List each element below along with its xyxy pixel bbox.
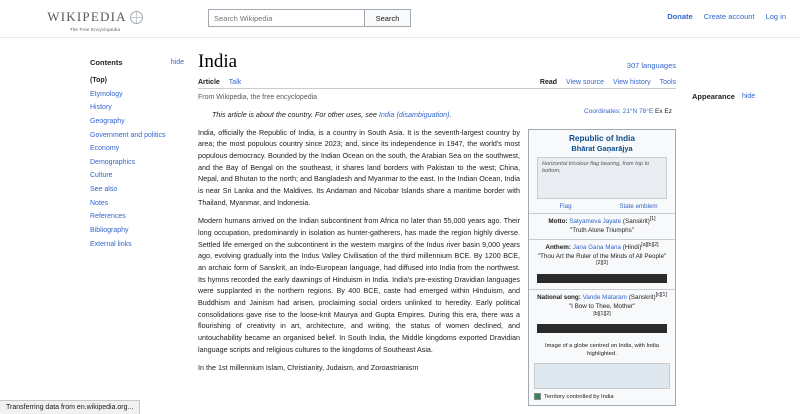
search-input[interactable]	[208, 9, 364, 27]
infobox-anthem-row	[529, 239, 675, 289]
sidebar-item-bibliography[interactable]: Bibliography	[90, 227, 129, 235]
sidebar-item-economy[interactable]: Economy	[90, 145, 120, 153]
infobox	[528, 129, 676, 407]
motto-translation: "Truth Alone Triumphs"	[569, 227, 635, 235]
donate-link[interactable]: Donate	[667, 12, 693, 21]
tab-view-history[interactable]: View history	[613, 78, 651, 86]
flag-label[interactable]: Flag	[559, 202, 572, 210]
toc-list	[12, 74, 184, 251]
sidebar-item-notes[interactable]: Notes	[90, 199, 109, 207]
site-header	[0, 0, 800, 38]
song-language: (Sanskrit)	[628, 293, 656, 301]
sidebar-item-see-also[interactable]: See also	[90, 186, 118, 194]
motto-link[interactable]: Satyameva Jayate	[569, 217, 622, 225]
coordinates[interactable]	[584, 108, 672, 115]
infobox-symbol-labels	[529, 202, 675, 213]
tab-read[interactable]: Read	[539, 78, 558, 86]
anthem-translation: "Thou Art the Ruler of the Minds of All People"	[537, 253, 667, 260]
logo-wordmark: WIKIPEDIA	[47, 9, 127, 24]
globe-image-caption: Image of a globe centred on India, with India highlighted.	[544, 343, 660, 358]
tab-tools[interactable]: Tools	[659, 78, 676, 86]
anthem-label: Anthem:	[545, 243, 571, 251]
anthem-link[interactable]: Jana Gana Mana	[572, 243, 621, 251]
article-prose	[198, 127, 520, 407]
status-text: Transferring data from en.wikipedia.org...	[6, 404, 134, 411]
location-map-image[interactable]	[534, 363, 670, 389]
status-bar	[0, 400, 140, 414]
coordinates-extra: Ex Ez	[655, 108, 672, 115]
paragraph-2: Modern humans arrived on the Indian subcontinent from Africa no later than 55,000 years ago. Their long occupation, predominantly in isolation as hunter-gatherers, has made the region highly diverse. Settled life emerged on the subcontinent in the western margins of the Indus river basin 9,000 years ago, evolving gradually into the Indus Valley Civilisation of the third millennium BCE. By 1200 BCE, an archaic form of Sanskrit, an Indo-European language, had diffused into India from the northwest. Its hymns recorded the early dawnings of Hinduism in India. India's pre-existing Dravidian languages were supplanted in the northern regions. By 400 BCE, caste had emerged within Hinduism, and Buddhism and Jainism had arisen, proclaiming social orders unlinked to heredity. Early political consolidations gave rise to the loose-knit Maurya and Gupta Empires. During this era, there was a flourishing of creativity in art, architecture, and writing, the status of women declined, and untouchability became an organised belief. In South India, the Middle kingdoms exported Dravidian language scripts and religious cultures to the kingdoms of Southeast Asia.	[198, 216, 520, 354]
logo-tagline: The Free Encyclopedia	[69, 27, 121, 32]
appearance-hide-button[interactable]: hide	[741, 93, 756, 100]
legend-swatch-icon	[534, 393, 541, 400]
coordinates-link[interactable]: Coordinates: 21°N 78°E	[584, 108, 654, 115]
search-button[interactable]: Search	[364, 9, 411, 27]
sidebar-item-geography[interactable]: Geography	[90, 117, 125, 125]
site-subtitle: From Wikipedia, the free encyclopedia	[198, 93, 318, 101]
toc-title: Contents	[90, 58, 123, 67]
toc-hide-button[interactable]: hide	[170, 59, 184, 66]
search-area	[208, 9, 411, 27]
legend-label: Territory controlled by India	[544, 393, 614, 400]
view-tabs	[540, 79, 676, 86]
tab-view-source[interactable]: View source	[566, 78, 605, 86]
sidebar-item-demographics[interactable]: Demographics	[90, 158, 136, 166]
infobox-subtitle: Bhārat Gaṇarājya	[571, 143, 633, 153]
sidebar-item-references[interactable]: References	[90, 213, 126, 221]
emblem-label[interactable]: State emblem	[619, 202, 658, 210]
infobox-title: Republic of India	[569, 133, 635, 143]
hatnote-link[interactable]: India (disambiguation)	[378, 109, 450, 119]
tab-article[interactable]: Article	[198, 78, 220, 86]
appearance-panel	[682, 38, 800, 101]
toc-header	[12, 58, 184, 67]
map-legend	[529, 389, 675, 405]
infobox-song-row	[529, 289, 675, 339]
sidebar-item-top[interactable]: (Top)	[90, 77, 107, 84]
log-in-link[interactable]: Log in	[765, 12, 786, 21]
anthem-ref[interactable]: [a][b][2]	[641, 241, 659, 248]
paragraph-1: India, officially the Republic of India, is a country in South Asia. It is the seventh-largest country by area; the most populous country since 2023; and, since its independence in 1947, the world's most populous democracy. Bounded by the Indian Ocean on the south, the Arabian Sea on the southwest, and the Bay of Bengal on the southeast, it shares land borders with Pakistan to the west; China, Nepal, and Bhutan to the north; and Bangladesh and Myanmar to the east. In the Indian Ocean, India is near Sri Lanka and the Maldives. Its Andaman and Nicobar Islands share a maritime border with Thailand, Myanmar, and Indonesia.	[198, 127, 520, 207]
page-title: India	[198, 51, 238, 72]
paragraph-3: In the 1st millennium Islam, Christianity, Judaism, and Zoroastrianism	[198, 363, 419, 373]
song-audio-player[interactable]	[537, 324, 667, 333]
article-tabs	[198, 79, 676, 89]
motto-ref[interactable]: [1]	[649, 215, 656, 222]
sidebar-item-external-links[interactable]: External links	[90, 240, 132, 248]
song-translation: "I Bow to Thee, Mother"	[568, 303, 636, 311]
tab-talk[interactable]: Talk	[228, 78, 242, 86]
song-link[interactable]: Vande Mataram	[582, 293, 627, 301]
page-body	[0, 38, 800, 406]
sidebar-item-culture[interactable]: Culture	[90, 172, 113, 180]
infobox-motto-row	[529, 213, 675, 239]
sidebar-item-history[interactable]: History	[90, 104, 112, 112]
motto-label: Motto:	[548, 217, 568, 225]
anthem-translation-ref[interactable]: [2][3]	[596, 260, 608, 267]
sidebar-item-etymology[interactable]: Etymology	[90, 90, 123, 98]
song-translation-ref[interactable]: [b][1][2]	[593, 310, 611, 317]
table-of-contents	[0, 38, 192, 251]
language-selector[interactable]: 307 languages	[626, 60, 676, 70]
appearance-header	[692, 92, 790, 101]
article-content	[192, 38, 682, 406]
anthem-language: (Hindi)	[622, 243, 642, 251]
create-account-link[interactable]: Create account	[703, 12, 755, 21]
title-row	[198, 52, 676, 73]
puzzle-globe-icon	[130, 11, 143, 24]
wikipedia-logo[interactable]	[10, 6, 180, 32]
hatnote-text-1: This article is about the country. For other uses, see	[212, 109, 379, 119]
motto-language: (Sanskrit)	[622, 217, 650, 225]
header-user-links	[667, 12, 790, 21]
namespace-tabs	[198, 79, 241, 86]
sidebar-item-government-and-politics[interactable]: Government and politics	[90, 131, 166, 139]
content-columns	[198, 127, 676, 407]
song-ref[interactable]: [c][1]	[655, 291, 667, 298]
appearance-title: Appearance	[692, 92, 735, 101]
anthem-audio-player[interactable]	[537, 274, 667, 283]
flag-image: Horizontal tricolour flag bearing, from top to bottom,	[537, 157, 667, 199]
hatnote-text-2: .	[449, 109, 452, 119]
song-label: National song:	[537, 293, 581, 301]
